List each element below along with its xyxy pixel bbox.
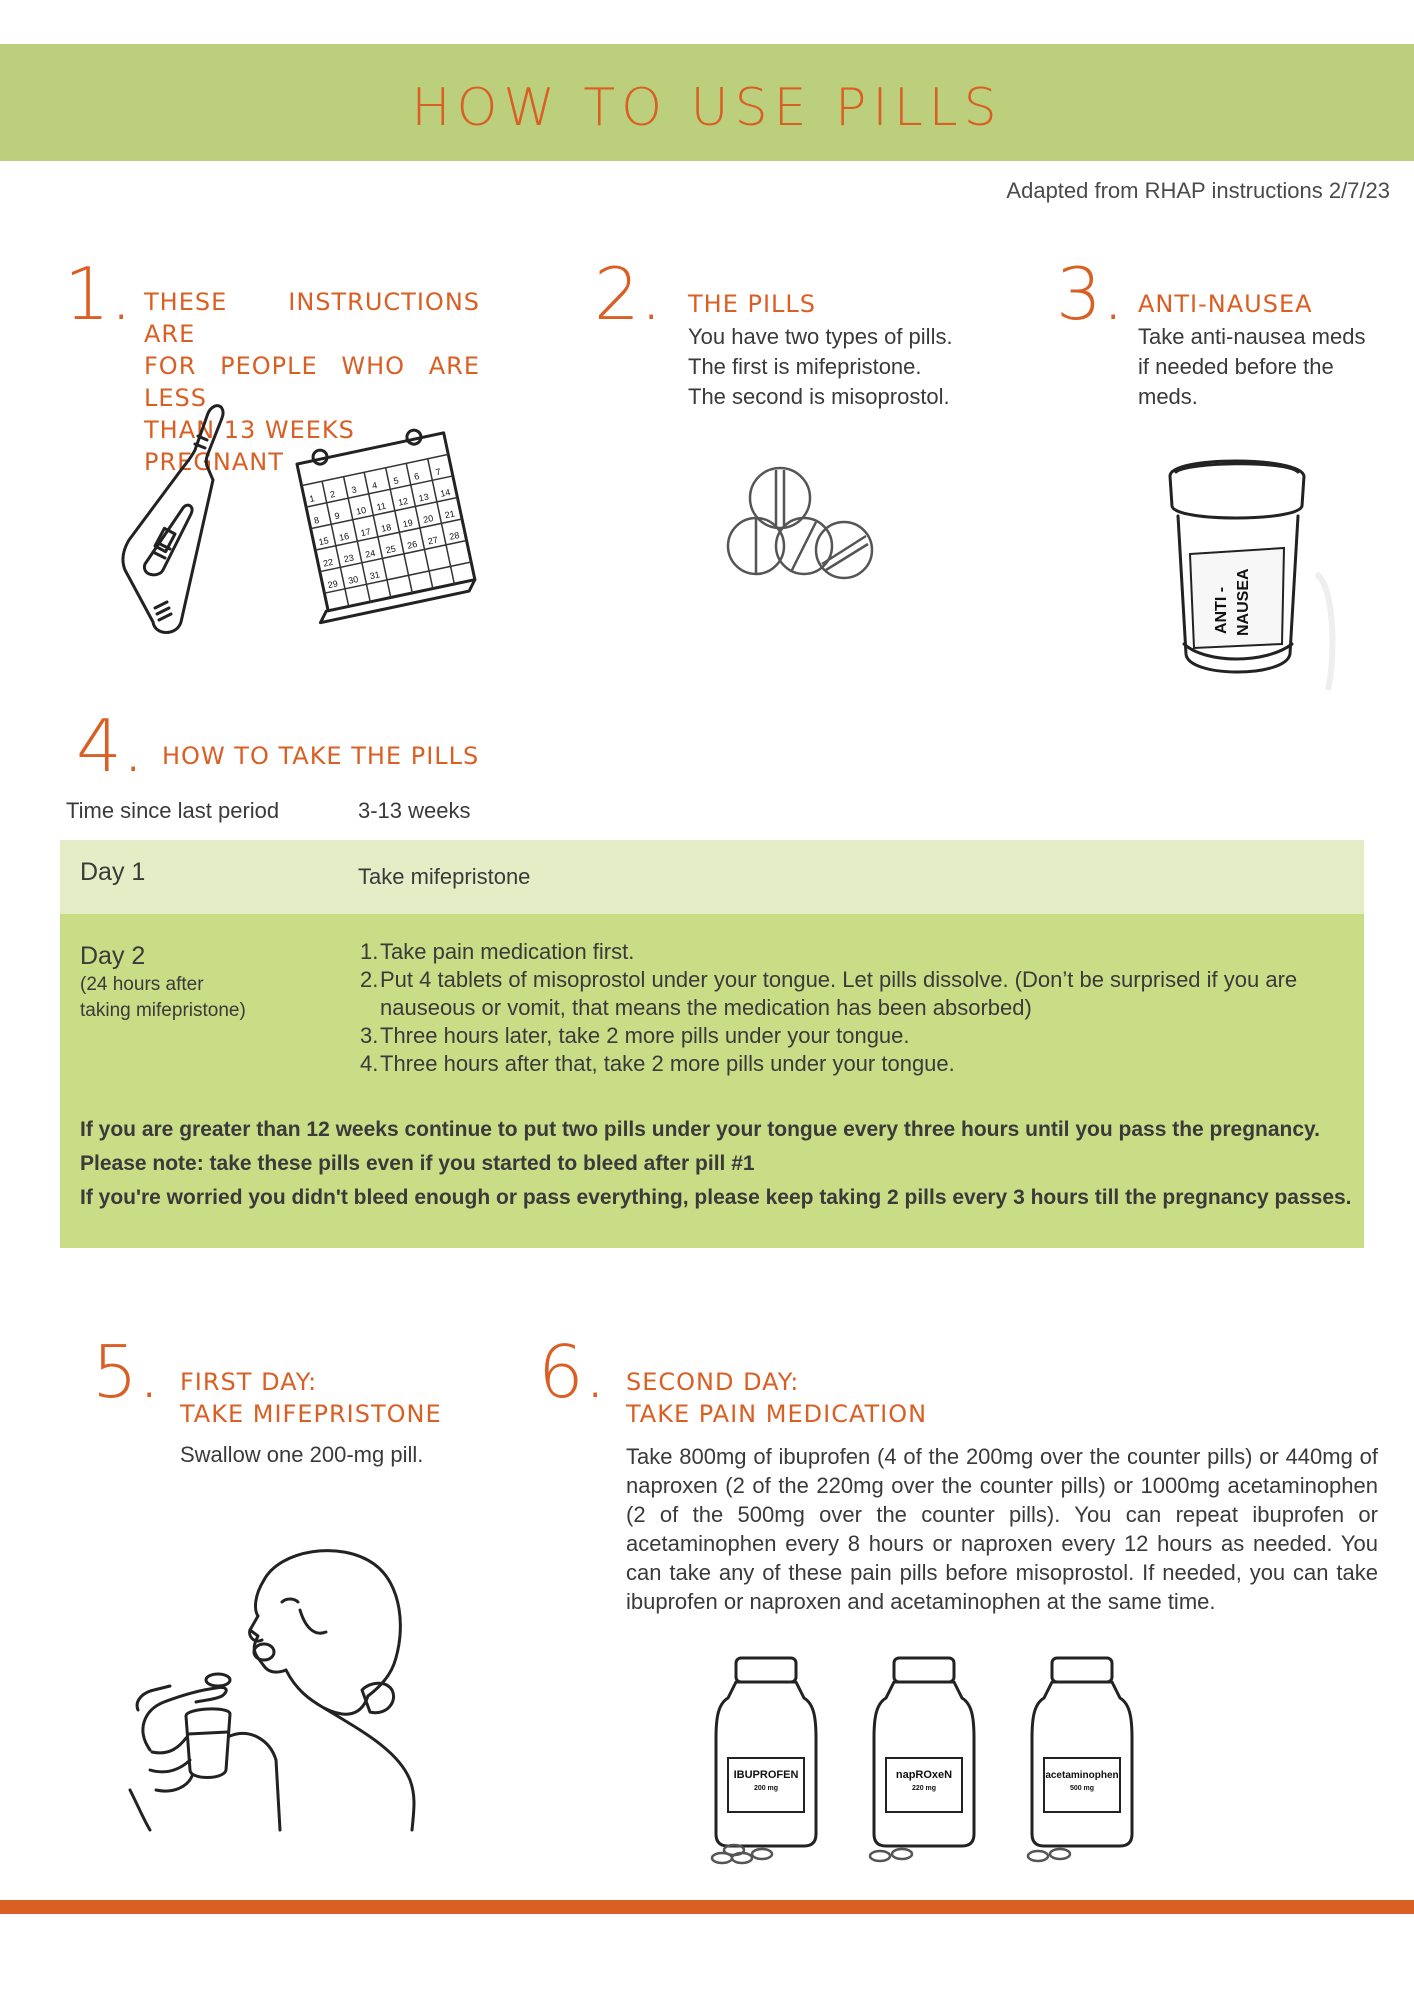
pregnancy-test-icon <box>95 400 245 640</box>
section-6-text: Take 800mg of ibuprofen (4 of the 200mg over the counter pills) or 440mg of naproxen (2 of the 220mg over the counter pills) or 1000mg acetaminophen (2 of the 500mg over the counter pills). You can repeat ibuprofen or acetaminophen every 8 hours or naproxen every 12 hours as needed. You can take any of these pain pills before misoprostol. If needed, you can take ibuprofen or naproxen and acetaminophen at the same time. <box>626 1444 1378 1614</box>
calendar-day-number: 15 <box>317 535 330 548</box>
calendar-day-number: 10 <box>355 504 368 517</box>
calendar-day-number: 25 <box>384 543 397 556</box>
calendar-day-number: 19 <box>401 517 414 530</box>
section-4-heading: HOW TO TAKE THE PILLS <box>162 742 480 770</box>
step-number: 2. <box>360 967 379 992</box>
list-item <box>360 1050 1320 1078</box>
section-2-line: You have two types of pills. <box>688 324 953 349</box>
bottle-label: acetaminophen <box>1045 1770 1119 1781</box>
bottle-dose: 220 mg <box>911 1785 937 1792</box>
bottle-label: IBUPROFEN <box>733 1769 799 1781</box>
ibuprofen-loose-pills-icon <box>712 1845 772 1863</box>
pills-icon <box>726 462 876 580</box>
day-1-text: Take mifepristone <box>358 864 531 889</box>
section-6-heading-line: SECOND DAY: <box>626 1368 800 1396</box>
table-header-value: 3-13 weeks <box>358 798 471 823</box>
calendar-day-number: 6 <box>413 471 421 482</box>
step-number: 4. <box>360 1051 379 1076</box>
calendar-day-number: 14 <box>439 486 452 499</box>
calendar-day-number: 18 <box>380 521 393 534</box>
bottle-dose: 500 mg <box>1069 1785 1095 1792</box>
section-5-heading-line: FIRST DAY: <box>180 1368 318 1396</box>
section-6-number: 6. <box>538 1330 607 1414</box>
step-text: Put 4 tablets of misoprostol under your tongue. Let pills dissolve. (Don’t be surprised if you are nauseous or vomit, that means the medication has been absorbed) <box>380 967 1298 1020</box>
step-number: 3. <box>360 1023 379 1048</box>
calendar-day-number: 28 <box>448 529 461 542</box>
calendar-day-number: 23 <box>342 552 355 565</box>
section-2-heading: THE PILLS <box>688 290 817 318</box>
calendar-day-number: 29 <box>326 578 339 591</box>
note-keep-taking: If you're worried you didn't bleed enough or pass everything, please keep taking 2 pills every 3 hours till the pregnancy passes. <box>80 1186 1352 1209</box>
day-2-sublabel <box>80 972 246 1024</box>
section-2-text <box>688 322 953 412</box>
anti-nausea-jar-icon <box>1166 454 1346 694</box>
calendar-day-number: 12 <box>397 495 410 508</box>
pain-medication-bottles-icon <box>700 1650 1160 1866</box>
step-text: Three hours after that, take 2 more pills under your tongue. <box>380 1051 955 1076</box>
jar-label-line-2: NAUSEA <box>1235 568 1252 636</box>
calendar-day-number: 31 <box>368 569 381 582</box>
section-1-heading-line: THAN 13 WEEKS PREGNANT <box>144 416 355 476</box>
title-banner <box>0 44 1414 161</box>
step-text: Three hours later, take 2 more pills under your tongue. <box>380 1023 910 1048</box>
page-title: HOW TO USE PILLS <box>411 78 1003 138</box>
section-4-number: 4. <box>76 704 145 788</box>
section-3-text <box>1138 322 1365 412</box>
section-6-heading-line: TAKE PAIN MEDICATION <box>626 1400 928 1428</box>
section-1-number: 1. <box>64 252 133 336</box>
acetaminophen-bottle-icon <box>1032 1658 1132 1846</box>
calendar-day-number: 9 <box>333 510 341 522</box>
naproxen-loose-pills-icon <box>870 1849 912 1861</box>
list-item <box>360 1022 1320 1050</box>
note-bleeding: Please note: take these pills even if you started to bleed after pill #1 <box>80 1152 755 1175</box>
section-5-heading <box>180 1366 442 1430</box>
table-row-day-1 <box>60 840 1364 914</box>
section-1-heading-line: THESE INSTRUCTIONS ARE <box>144 288 480 348</box>
calendar-day-number: 24 <box>364 547 377 560</box>
section-5-number: 5. <box>92 1330 161 1414</box>
calendar-day-number: 21 <box>443 508 456 521</box>
day-1-label: Day 1 <box>80 858 146 886</box>
day-2-steps <box>360 938 1320 1078</box>
list-item <box>360 938 1320 966</box>
ibuprofen-bottle-icon <box>716 1658 816 1846</box>
day-2-label: Day 2 <box>80 942 146 970</box>
day-2-sublabel-line: taking mifepristone) <box>80 1000 246 1021</box>
section-3-number: 3. <box>1056 252 1125 336</box>
calendar-day-number: 20 <box>422 513 435 525</box>
section-2-line: The second is misoprostol. <box>688 384 950 409</box>
bottle-label: napROxeN <box>895 1769 953 1781</box>
calendar-day-number: 13 <box>417 491 430 504</box>
footer-bar <box>0 1900 1414 1914</box>
calendar-day-number: 8 <box>313 514 321 526</box>
calendar-day-number: 5 <box>392 475 400 487</box>
step-number: 1. <box>360 939 379 964</box>
section-5-text: Swallow one 200-mg pill. <box>180 1442 424 1467</box>
list-item <box>360 966 1320 1022</box>
step-text: Take pain medication first. <box>380 939 635 964</box>
section-6-heading <box>626 1366 927 1430</box>
calendar-day-number: 30 <box>347 573 360 586</box>
section-3-line: Take anti-nausea meds <box>1138 324 1366 349</box>
calendar-day-number: 7 <box>434 466 442 478</box>
calendar-day-number: 27 <box>426 534 439 547</box>
section-2-number: 2. <box>594 252 663 336</box>
calendar-day-number: 17 <box>359 526 372 539</box>
calendar-day-number: 2 <box>329 488 337 500</box>
section-3-line: if needed before the <box>1138 354 1334 379</box>
section-1-heading-line: FOR PEOPLE WHO ARE LESS <box>144 352 480 412</box>
person-taking-pill-icon <box>130 1540 430 1830</box>
calendar-day-number: 16 <box>338 530 351 543</box>
acetaminophen-loose-pills-icon <box>1028 1849 1070 1861</box>
jar-label-line-1: ANTI - <box>1213 586 1230 634</box>
day-2-sublabel-line: (24 hours after <box>80 974 204 995</box>
section-3-line: meds. <box>1138 384 1198 409</box>
bottle-dose: 200 mg <box>753 1785 779 1792</box>
calendar-day-number: 11 <box>375 500 387 513</box>
calendar-day-number: 22 <box>322 556 335 569</box>
table-header-label: Time since last period <box>66 798 280 823</box>
calendar-day-number: 26 <box>406 538 419 551</box>
calendar-day-number: 4 <box>371 479 379 491</box>
section-5-heading-line: TAKE MIFEPRISTONE <box>180 1400 442 1428</box>
source-note: Adapted from RHAP instructions 2/7/23 <box>1006 178 1390 203</box>
calendar-day-number: 3 <box>350 484 358 496</box>
naproxen-bottle-icon <box>874 1658 974 1846</box>
calendar-day-number: 1 <box>308 493 316 505</box>
calendar-icon <box>282 422 478 614</box>
note-over-12-weeks: If you are greater than 12 weeks continue to put two pills under your tongue every three hours until you pass the pregnancy. <box>80 1118 1321 1141</box>
section-3-heading: ANTI-NAUSEA <box>1138 290 1313 318</box>
section-2-line: The first is mifepristone. <box>688 354 922 379</box>
